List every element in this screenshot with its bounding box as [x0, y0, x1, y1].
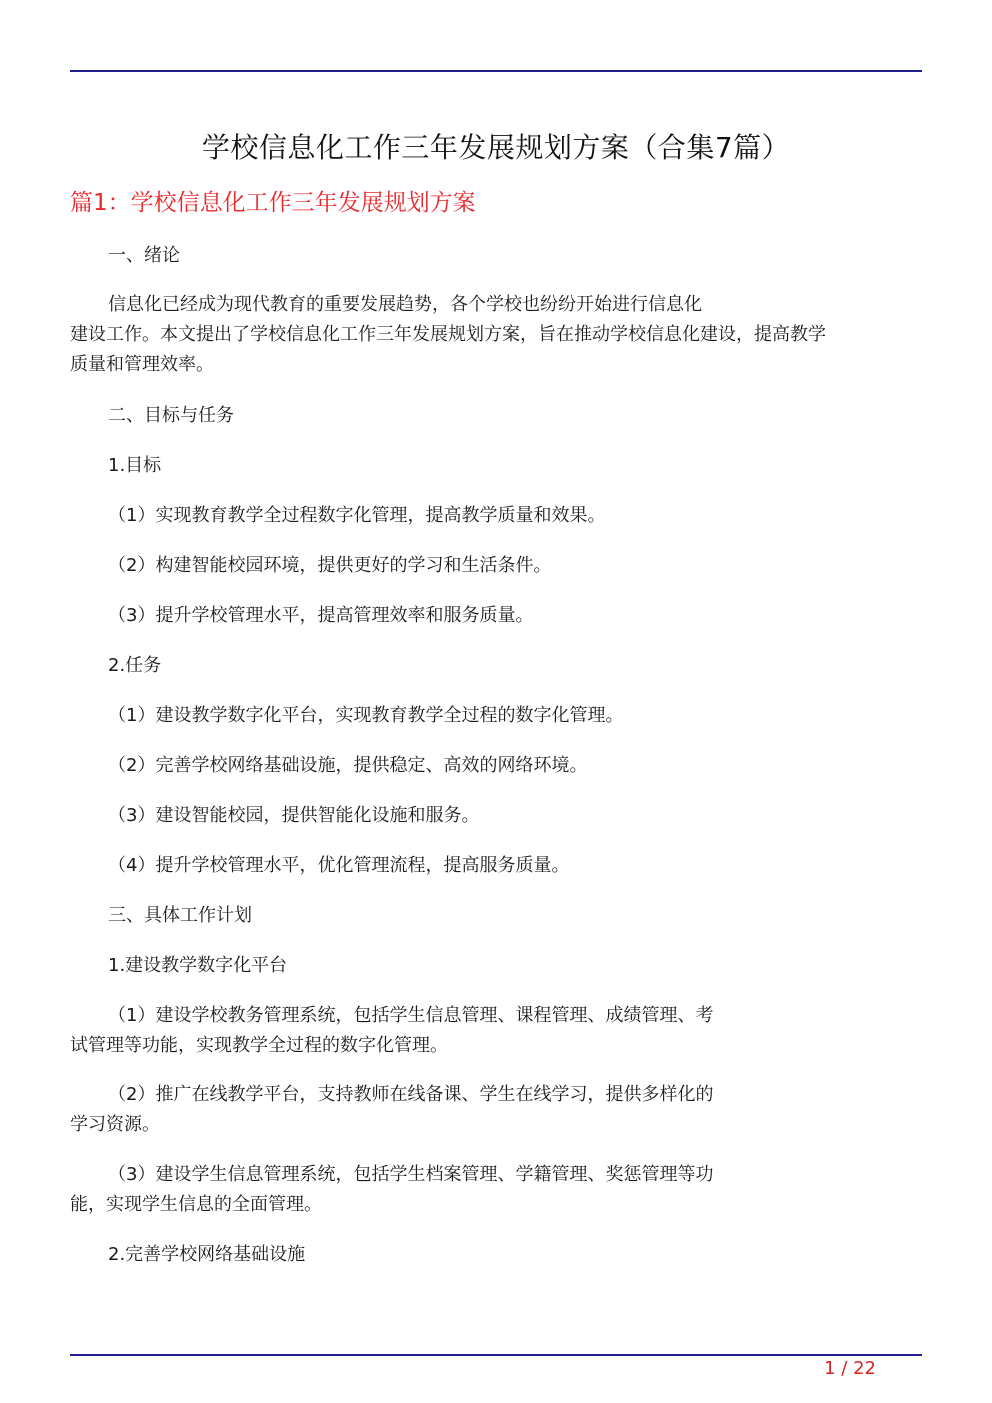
intro-paragraph [70, 290, 826, 380]
goal-item-1: （1）实现教育教学全过程数字化管理，提高教学质量和效果。 [108, 505, 606, 526]
header-rule [70, 70, 922, 72]
task-subheading: 2.任务 [108, 655, 162, 676]
task-item-1: （1）建设教学数字化平台，实现教育教学全过程的数字化管理。 [108, 705, 624, 726]
plan-item-2 [70, 1080, 713, 1140]
page-number: 1 / 22 [824, 1358, 876, 1379]
goal-subheading: 1.目标 [108, 455, 162, 476]
plan-item-1-line-1: （1）建设学校教务管理系统，包括学生信息管理、课程管理、成绩管理、考 [108, 1005, 714, 1026]
plan-item-1 [70, 1001, 713, 1061]
plan-heading: 三、具体工作计划 [108, 905, 252, 926]
intro-line-1: 信息化已经成为现代教育的重要发展趋势，各个学校也纷纷开始进行信息化 [108, 294, 702, 315]
document-title: 学校信息化工作三年发展规划方案（合集7篇） [201, 131, 791, 164]
plan-item-3 [70, 1160, 713, 1220]
plan-item-2-line-1: （2）推广在线教学平台，支持教师在线备课、学生在线学习，提供多样化的 [108, 1084, 714, 1105]
goals-heading: 二、目标与任务 [108, 405, 234, 426]
intro-line-3: 质量和管理效率。 [70, 354, 214, 375]
intro-heading: 一、绪论 [108, 245, 180, 266]
goal-item-3: （3）提升学校管理水平，提高管理效率和服务质量。 [108, 605, 534, 626]
task-item-4: （4）提升学校管理水平，优化管理流程，提高服务质量。 [108, 855, 570, 876]
plan-item-3-line-2: 能，实现学生信息的全面管理。 [70, 1194, 322, 1215]
section-title: 篇1：学校信息化工作三年发展规划方案 [70, 190, 476, 216]
plan-item-2-line-2: 学习资源。 [70, 1114, 160, 1135]
plan-subheading-1: 1.建设教学数字化平台 [108, 955, 288, 976]
task-item-3: （3）建设智能校园，提供智能化设施和服务。 [108, 805, 480, 826]
plan-item-3-line-1: （3）建设学生信息管理系统，包括学生档案管理、学籍管理、奖惩管理等功 [108, 1164, 714, 1185]
plan-subheading-2: 2.完善学校网络基础设施 [108, 1244, 306, 1265]
intro-line-2: 建设工作。本文提出了学校信息化工作三年发展规划方案，旨在推动学校信息化建设，提高教学 [70, 324, 826, 345]
goal-item-2: （2）构建智能校园环境，提供更好的学习和生活条件。 [108, 555, 552, 576]
task-item-2: （2）完善学校网络基础设施，提供稳定、高效的网络环境。 [108, 755, 588, 776]
footer-rule [70, 1354, 922, 1356]
plan-item-1-line-2: 试管理等功能，实现教学全过程的数字化管理。 [70, 1035, 448, 1056]
